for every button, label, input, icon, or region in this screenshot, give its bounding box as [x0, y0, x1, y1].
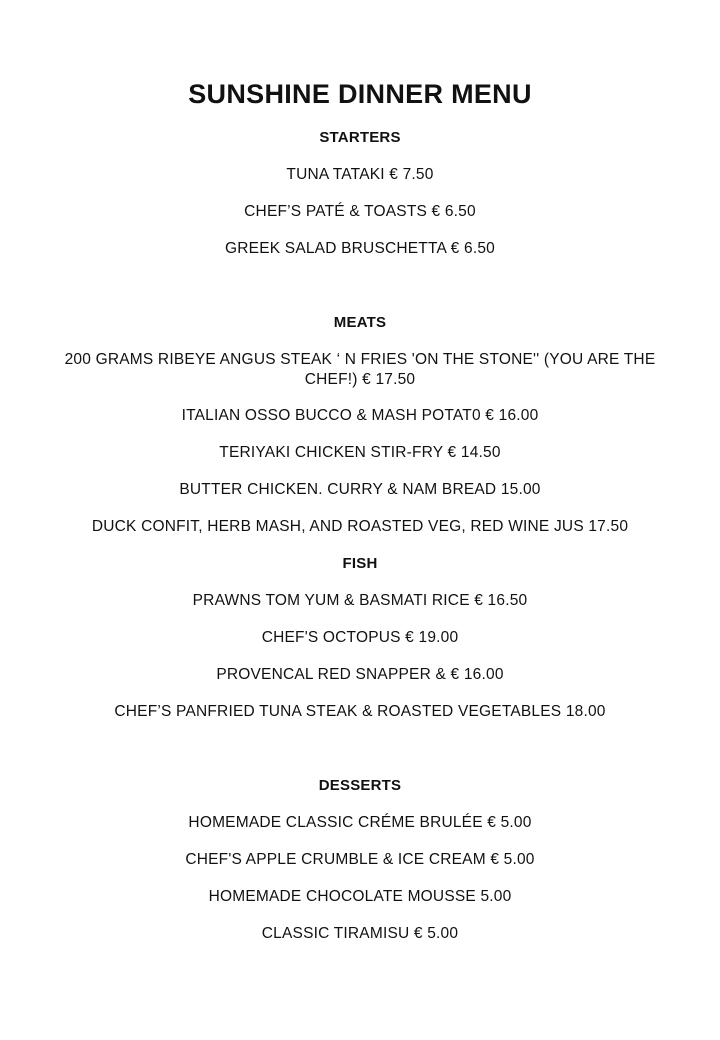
menu-item: PRAWNS TOM YUM & BASMATI RICE € 16.50: [192, 592, 528, 609]
menu-item: TUNA TATAKI € 7.50: [286, 166, 434, 183]
menu-item: BUTTER CHICKEN. CURRY & NAM BREAD 15.00: [179, 481, 541, 498]
menu-item: CLASSIC TIRAMISU € 5.00: [261, 925, 459, 942]
menu-title: SUNSHINE DINNER MENU: [188, 79, 532, 109]
menu-item: PROVENCAL RED SNAPPER & € 16.00: [216, 666, 504, 683]
menu-item: CHEF'S OCTOPUS € 19.00: [261, 629, 459, 646]
menu-item: TERIYAKI CHICKEN STIR-FRY € 14.50: [219, 444, 501, 461]
menu-item: DUCK CONFIT, HERB MASH, AND ROASTED VEG, RED WINE JUS 17.50: [91, 518, 629, 535]
menu-item: CHEF’S PATÉ & TOASTS € 6.50: [244, 203, 476, 220]
menu-item: ITALIAN OSSO BUCCO & MASH POTAT0 € 16.00: [181, 407, 539, 424]
section-heading-meats: MEATS: [333, 314, 387, 331]
menu-item: CHEF’S PANFRIED TUNA STEAK & ROASTED VEGETABLES 18.00: [114, 703, 606, 720]
menu-item: GREEK SALAD BRUSCHETTA € 6.50: [225, 240, 495, 257]
menu-item: 200 GRAMS RIBEYE ANGUS STEAK ‘ N FRIES 'ON THE STONE'' (YOU ARE THE CHEF!) € 17.50: [64, 351, 656, 388]
section-heading-desserts: DESSERTS: [318, 777, 402, 794]
menu-item: CHEF'S APPLE CRUMBLE & ICE CREAM € 5.00: [185, 851, 535, 868]
section-heading-starters: STARTERS: [319, 129, 401, 146]
menu-item: HOMEMADE CHOCOLATE MOUSSE 5.00: [208, 888, 512, 905]
menu-item: HOMEMADE CLASSIC CRÉME BRULÉE € 5.00: [188, 814, 532, 831]
section-heading-fish: FISH: [342, 555, 378, 572]
